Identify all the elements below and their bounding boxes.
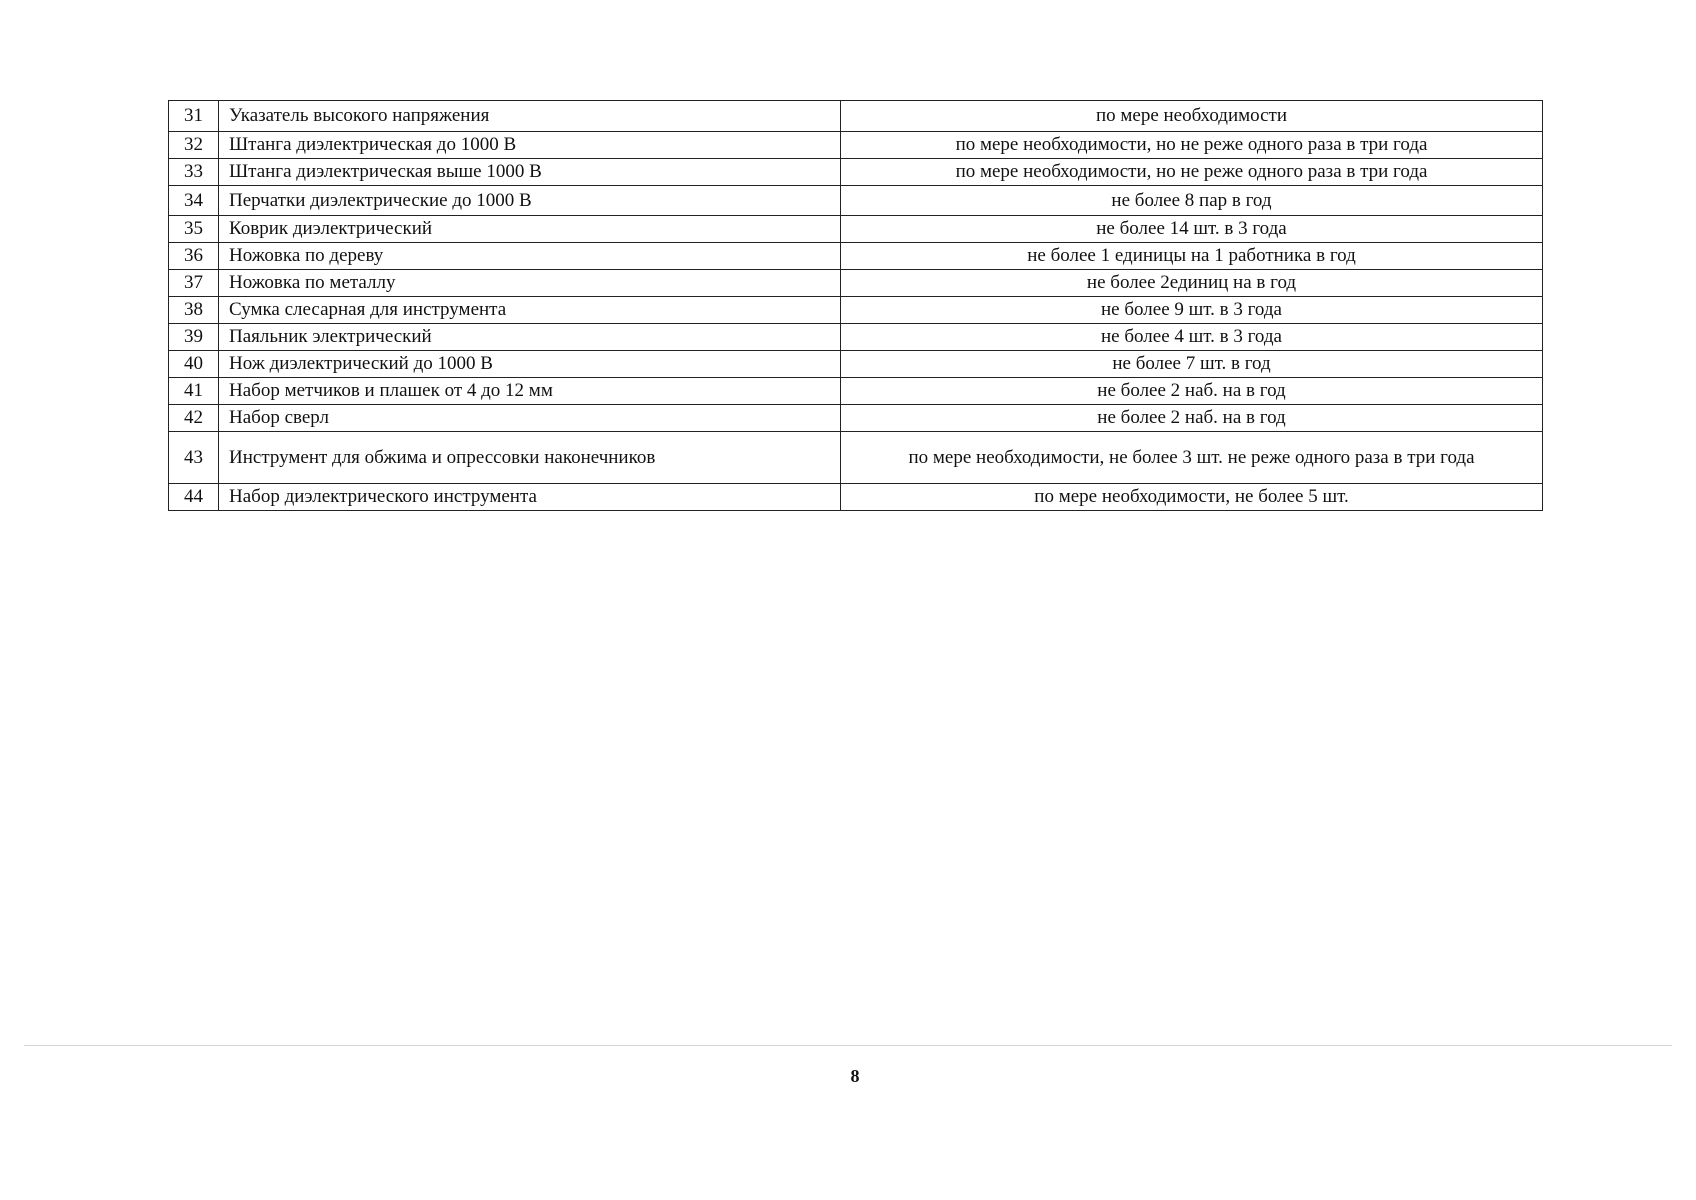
table-row (169, 297, 1543, 324)
row-number: 32 (169, 132, 219, 159)
table-row (169, 484, 1543, 511)
item-norm: не более 14 шт. в 3 года (841, 216, 1543, 243)
item-name: Ножовка по металлу (219, 270, 841, 297)
table-row (169, 243, 1543, 270)
item-name: Набор сверл (219, 405, 841, 432)
table-row (169, 270, 1543, 297)
row-number: 44 (169, 484, 219, 511)
item-norm: не более 2 наб. на в год (841, 378, 1543, 405)
row-number: 36 (169, 243, 219, 270)
row-number: 40 (169, 351, 219, 378)
table-row (169, 432, 1543, 484)
row-number: 42 (169, 405, 219, 432)
item-norm: не более 2 наб. на в год (841, 405, 1543, 432)
table-row (169, 351, 1543, 378)
item-name: Коврик диэлектрический (219, 216, 841, 243)
table-row (169, 101, 1543, 132)
item-name: Набор метчиков и плашек от 4 до 12 мм (219, 378, 841, 405)
item-name: Указатель высокого напряжения (219, 101, 841, 132)
norms-table (168, 100, 1543, 511)
item-name: Нож диэлектрический до 1000 В (219, 351, 841, 378)
item-norm: не более 9 шт. в 3 года (841, 297, 1543, 324)
item-norm: по мере необходимости, но не реже одного раза в три года (841, 159, 1543, 186)
table-row (169, 216, 1543, 243)
item-name: Ножовка по дереву (219, 243, 841, 270)
item-name: Набор диэлектрического инструмента (219, 484, 841, 511)
item-name: Штанга диэлектрическая до 1000 В (219, 132, 841, 159)
footer-divider (24, 1045, 1672, 1046)
table-row (169, 186, 1543, 216)
row-number: 43 (169, 432, 219, 484)
item-norm: не более 7 шт. в год (841, 351, 1543, 378)
row-number: 37 (169, 270, 219, 297)
page-number: 8 (850, 1066, 860, 1086)
row-number: 35 (169, 216, 219, 243)
row-number: 31 (169, 101, 219, 132)
item-name: Перчатки диэлектрические до 1000 В (219, 186, 841, 216)
item-name: Сумка слесарная для инструмента (219, 297, 841, 324)
row-number: 39 (169, 324, 219, 351)
table-row (169, 405, 1543, 432)
item-norm: не более 2единиц на в год (841, 270, 1543, 297)
item-norm: не более 8 пар в год (841, 186, 1543, 216)
row-number: 34 (169, 186, 219, 216)
table-row (169, 324, 1543, 351)
row-number: 41 (169, 378, 219, 405)
item-norm: не более 4 шт. в 3 года (841, 324, 1543, 351)
item-name: Инструмент для обжима и опрессовки наконечников (219, 432, 841, 484)
item-norm: по мере необходимости, не более 5 шт. (841, 484, 1543, 511)
row-number: 33 (169, 159, 219, 186)
table-row (169, 132, 1543, 159)
row-number: 38 (169, 297, 219, 324)
item-name: Штанга диэлектрическая выше 1000 В (219, 159, 841, 186)
item-name: Паяльник электрический (219, 324, 841, 351)
table-row (169, 378, 1543, 405)
item-norm: по мере необходимости, не более 3 шт. не реже одного раза в три года (841, 432, 1543, 484)
item-norm: по мере необходимости, но не реже одного раза в три года (841, 132, 1543, 159)
table-row (169, 159, 1543, 186)
item-norm: по мере необходимости (841, 101, 1543, 132)
item-norm: не более 1 единицы на 1 работника в год (841, 243, 1543, 270)
